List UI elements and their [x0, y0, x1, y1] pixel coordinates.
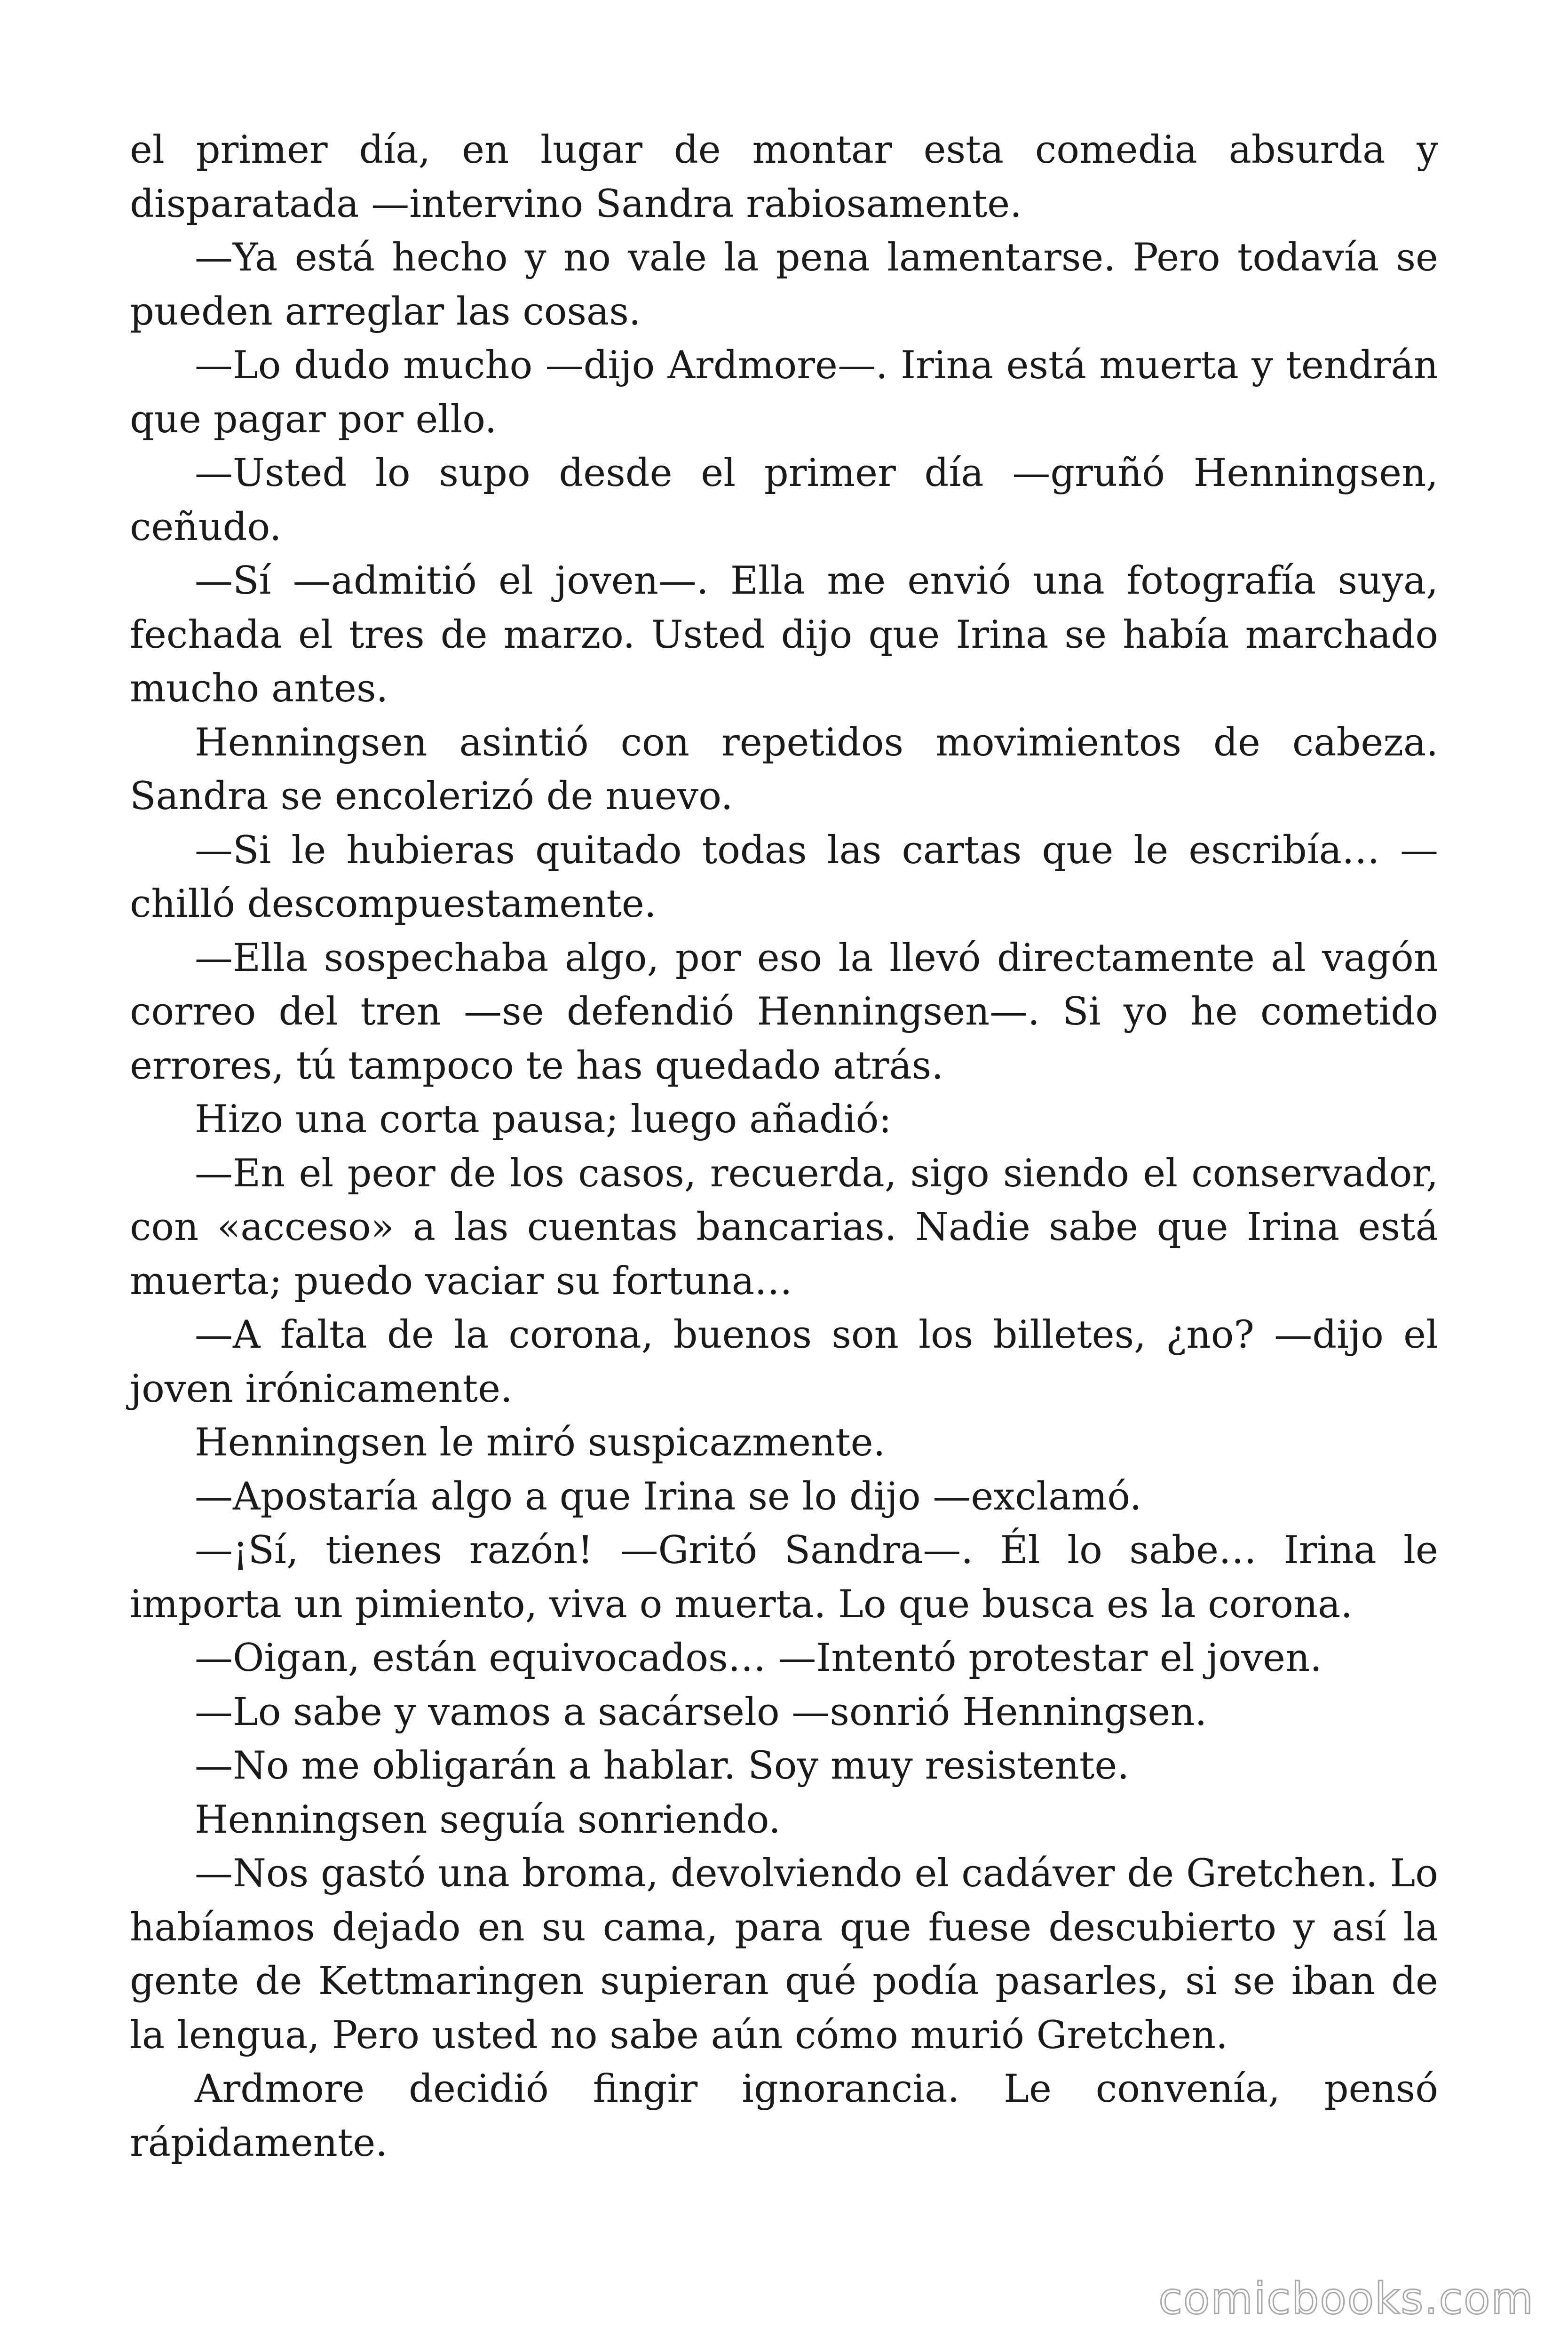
paragraph: —¡Sí, tienes razón! —Gritó Sandra—. Él lo sabe… Irina le importa un pimiento, viva o muerta. Lo que busca es la corona. [130, 1528, 1438, 1627]
paragraph: —Apostaría algo a que Irina se lo dijo —exclamó. [195, 1474, 1142, 1519]
page-body [130, 123, 1438, 2170]
paragraph: —Usted lo supo desde el primer día —gruñó Henningsen, ceñudo. [130, 451, 1438, 549]
paragraph: Hizo una corta pausa; luego añadió: [195, 1097, 892, 1142]
paragraph: —Si le hubieras quitado todas las cartas que le escribía… —chilló descompuestamente. [130, 828, 1438, 926]
paragraph: Ardmore decidió fingir ignorancia. Le convenía, pensó rápidamente. [130, 2067, 1438, 2165]
paragraph: Henningsen asintió con repetidos movimientos de cabeza. Sandra se encolerizó de nuevo. [130, 720, 1438, 818]
paragraph: —Nos gastó una broma, devolviendo el cadáver de Gretchen. Lo habíamos dejado en su cama, para que fuese descubierto y así la gente de Kettmaringen supieran qué podía pasarles, si se iban de la lengua, Pero usted no sabe aún cómo murió Gretchen. [130, 1851, 1438, 2058]
paragraph: —Sí —admitió el joven—. Ella me envió una fotografía suya, fechada el tres de marzo. Usted dijo que Irina se había marchado mucho antes. [130, 559, 1438, 711]
paragraph: —En el peor de los casos, recuerda, sigo siendo el conservador, con «acceso» a las cuentas bancarias. Nadie sabe que Irina está muerta; puedo vaciar su fortuna… [130, 1151, 1438, 1303]
paragraph: —Ella sospechaba algo, por eso la llevó directamente al vagón correo del tren —se defendió Henningsen—. Si yo he cometido errores, tú tampoco te has quedado atrás. [130, 936, 1438, 1088]
paragraph: —Lo dudo mucho —dijo Ardmore—. Irina está muerta y tendrán que pagar por ello. [130, 343, 1438, 442]
paragraph: Henningsen seguía sonriendo. [195, 1797, 781, 1842]
paragraph: —Ya está hecho y no vale la pena lamentarse. Pero todavía se pueden arreglar las cosas. [130, 236, 1438, 334]
paragraph: —No me obligarán a hablar. Soy muy resistente. [195, 1744, 1130, 1788]
paragraph: —Lo sabe y vamos a sacárselo —sonrió Henningsen. [195, 1690, 1207, 1734]
paragraph: el primer día, en lugar de montar esta comedia absurda y disparatada —intervino Sandra rabiosamente. [130, 128, 1438, 226]
watermark: comicbooks.com [1158, 2273, 1534, 2324]
paragraph: Henningsen le miró suspicazmente. [195, 1421, 886, 1465]
paragraph: —Oigan, están equivocados… —Intentó protestar el joven. [195, 1636, 1323, 1680]
paragraph: —A falta de la corona, buenos son los billetes, ¿no? —dijo el joven irónicamente. [130, 1313, 1438, 1411]
